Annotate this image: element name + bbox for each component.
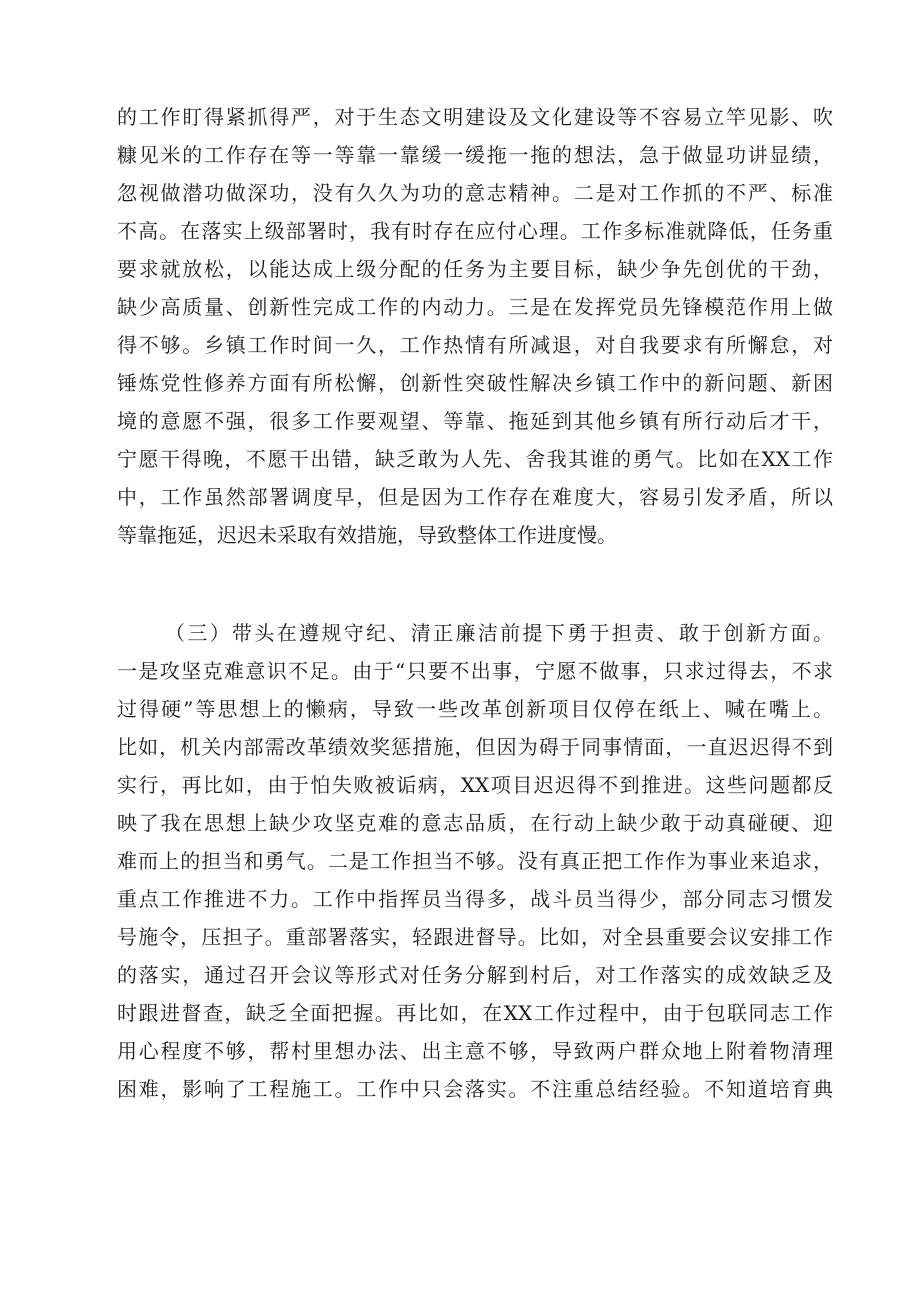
- paragraph-2: [117, 614, 833, 1108]
- text-line: 重点工作推进不力。工作中指挥员当得多，战斗员当得少，部分同志习惯发: [117, 887, 833, 911]
- text-line: 的落实，通过召开会议等形式对任务分解到村后，对工作落实的成效缺乏及: [117, 963, 833, 987]
- text-line: 难而上的担当和勇气。二是工作担当不够。没有真正把工作作为事业来追求，: [117, 849, 833, 873]
- text-line: 比如，机关内部需改革绩效奖惩措施，但因为碍于同事情面，一直迟迟得不到: [117, 735, 833, 759]
- text-line: 的工作盯得紧抓得严，对于生态文明建设及文化建设等不容易立竿见影、吹: [117, 105, 833, 129]
- text-line: 锤炼党性修养方面有所松懈，创新性突破性解决乡镇工作中的新问题、新困: [117, 371, 833, 395]
- text-line: 缺少高质量、创新性完成工作的内动力。三是在发挥党员先锋模范作用上做: [117, 295, 833, 319]
- text-line: 实行，再比如，由于怕失败被诟病，XX项目迟迟得不到推进。这些问题都反: [117, 773, 833, 797]
- text-line: 等靠拖延，迟迟未采取有效措施，导致整体工作进度慢。: [117, 523, 617, 547]
- text-line: 困难，影响了工程施工。工作中只会落实。不注重总结经验。不知道培育典: [117, 1077, 833, 1101]
- paragraph-1: [117, 98, 833, 554]
- text-line: 宁愿干得晚，不愿干出错，缺乏敢为人先、舍我其谁的勇气。比如在XX工作: [117, 447, 833, 471]
- text-line: 过得硬”等思想上的懒病，导致一些改革创新项目仅停在纸上、喊在嘴上。: [117, 697, 833, 721]
- text-line: 中，工作虽然部署调度早，但是因为工作存在难度大，容易引发矛盾，所以: [117, 485, 833, 509]
- text-line: 映了我在思想上缺少攻坚克难的意志品质，在行动上缺少敢于动真碰硬、迎: [117, 811, 833, 835]
- section-heading-line: （三）带头在遵规守纪、清正廉洁前提下勇于担责、敢于创新方面。: [165, 621, 833, 645]
- text-line: 用心程度不够，帮村里想办法、出主意不够，导致两户群众地上附着物清理: [117, 1039, 833, 1063]
- text-line: 境的意愿不强，很多工作要观望、等靠、拖延到其他乡镇有所行动后才干，: [117, 409, 833, 433]
- text-line: 糠见米的工作存在等一等靠一靠缓一缓拖一拖的想法，急于做显功讲显绩，: [117, 143, 833, 167]
- text-line: 号施令，压担子。重部署落实，轻跟进督导。比如，对全县重要会议安排工作: [117, 925, 833, 949]
- text-line: 时跟进督查，缺乏全面把握。再比如，在XX工作过程中，由于包联同志工作: [117, 1001, 833, 1025]
- text-line: 得不够。乡镇工作时间一久，工作热情有所减退，对自我要求有所懈怠，对: [117, 333, 833, 357]
- text-line: 一是攻坚克难意识不足。由于“只要不出事，宁愿不做事，只求过得去，不求: [117, 659, 833, 683]
- text-line: 不高。在落实上级部署时，我有时存在应付心理。工作多标准就降低，任务重: [117, 219, 833, 243]
- text-line: 忽视做潜功做深功，没有久久为功的意志精神。二是对工作抓的不严、标准: [117, 181, 833, 205]
- text-line: 要求就放松，以能达成上级分配的任务为主要目标，缺少争先创优的干劲，: [117, 257, 833, 281]
